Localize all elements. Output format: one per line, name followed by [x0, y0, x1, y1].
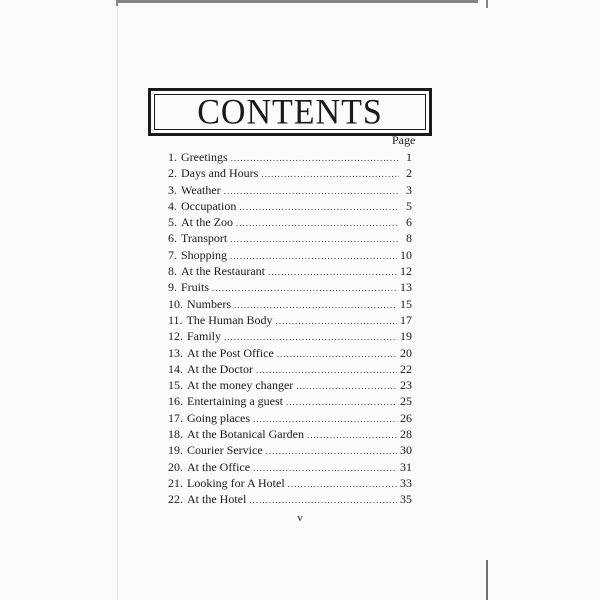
toc-entry — [168, 378, 412, 394]
toc-entry — [168, 492, 412, 508]
toc-dot-leader — [224, 186, 399, 196]
toc-entry-page: 12 — [400, 264, 412, 279]
toc-entry-number: 6. — [168, 231, 177, 246]
toc-entry-page: 26 — [400, 410, 412, 425]
toc-dot-leader — [277, 349, 397, 359]
toc-entry-number: 17. — [168, 410, 183, 425]
toc-entry — [168, 150, 412, 166]
toc-dot-leader — [286, 397, 397, 407]
toc-entry — [168, 460, 412, 476]
toc-entry-title: Fruits — [181, 280, 210, 295]
toc-dot-leader — [276, 316, 397, 326]
page-gutter-shadow — [117, 0, 118, 600]
toc-entry-title: At the Hotel — [187, 492, 247, 507]
toc-entry-title: The Human Body — [186, 312, 273, 327]
toc-entry-title: Occupation — [181, 198, 237, 213]
toc-entry — [168, 199, 412, 215]
toc-dot-leader — [296, 381, 397, 391]
toc-entry — [168, 362, 412, 378]
title-frame-inner — [154, 94, 426, 130]
toc-entry-number: 20. — [168, 459, 183, 474]
toc-entry-title: Numbers — [187, 296, 231, 311]
toc-dot-leader — [266, 446, 397, 456]
toc-entry-number: 15. — [168, 378, 183, 393]
title-frame — [148, 88, 432, 136]
toc-dot-leader — [256, 365, 397, 375]
toc-entry-number: 16. — [168, 394, 183, 409]
toc-dot-leader — [239, 202, 399, 212]
toc-dot-leader — [230, 234, 399, 244]
toc-entry-title: At the Zoo — [181, 215, 233, 230]
toc-entry-number: 10. — [168, 296, 183, 311]
toc-entry-page: 28 — [400, 427, 412, 442]
toc-dot-leader — [261, 169, 399, 179]
toc-entry — [168, 346, 412, 362]
page-column-heading: Page — [392, 133, 416, 147]
toc-entry — [168, 427, 412, 443]
toc-entry-page: 31 — [400, 459, 412, 474]
toc-entry-page: 13 — [400, 280, 412, 295]
toc-dot-leader — [236, 218, 399, 228]
toc-entry — [168, 411, 412, 427]
toc-dot-leader — [230, 251, 397, 261]
toc-entry — [168, 476, 412, 492]
toc-entry-page: 2 — [406, 166, 412, 181]
toc-entry-page: 25 — [400, 394, 412, 409]
toc-entry-number: 21. — [168, 475, 183, 490]
toc-entry-number: 9. — [168, 280, 177, 295]
toc-dot-leader — [288, 479, 397, 489]
toc-entry-title: Going places — [187, 410, 250, 425]
toc-entry-page: 10 — [400, 247, 412, 262]
table-of-contents — [168, 150, 412, 509]
toc-entry-number: 22. — [168, 492, 183, 507]
toc-entry-number: 4. — [168, 198, 177, 213]
toc-entry-title: At the Botanical Garden — [187, 427, 304, 442]
page-title: CONTENTS — [197, 93, 383, 132]
toc-dot-leader — [234, 300, 397, 310]
toc-entry-number: 13. — [168, 345, 183, 360]
toc-entry-number: 11. — [168, 312, 183, 327]
toc-entry-title: Weather — [181, 182, 221, 197]
toc-entry-page: 6 — [406, 215, 412, 230]
toc-entry-page: 22 — [400, 361, 412, 376]
toc-entry-number: 5. — [168, 215, 177, 230]
toc-entry-title: At the Office — [187, 459, 251, 474]
toc-entry-number: 19. — [168, 443, 183, 458]
toc-entry-number: 8. — [168, 264, 177, 279]
toc-dot-leader — [307, 430, 397, 440]
toc-entry-page: 33 — [400, 475, 412, 490]
toc-entry-page: 8 — [406, 231, 412, 246]
toc-dot-leader — [268, 267, 397, 277]
toc-entry-page: 15 — [400, 296, 412, 311]
toc-entry — [168, 329, 412, 345]
toc-dot-leader — [212, 283, 397, 293]
toc-entry-title: Entertaining a guest — [187, 394, 283, 409]
toc-dot-leader — [231, 153, 399, 163]
toc-dot-leader — [224, 332, 397, 342]
toc-entry-page: 5 — [406, 198, 412, 213]
footer-page-number: v — [297, 512, 303, 524]
toc-entry-title: Transport — [181, 231, 228, 246]
toc-entry — [168, 231, 412, 247]
toc-entry-title: At the money changer — [187, 378, 294, 393]
toc-entry — [168, 297, 412, 313]
scan-edge-right — [486, 560, 488, 600]
toc-entry-page: 23 — [400, 378, 412, 393]
toc-entry — [168, 280, 412, 296]
scan-edge-right-top — [486, 0, 488, 8]
toc-entry-number: 2. — [168, 166, 177, 181]
scan-edge-top — [118, 0, 478, 3]
toc-entry-page: 35 — [400, 492, 412, 507]
toc-entry-number: 12. — [168, 329, 183, 344]
toc-entry-number: 3. — [168, 182, 177, 197]
toc-entry-number: 1. — [168, 150, 177, 164]
toc-entry-number: 14. — [168, 361, 183, 376]
toc-entry-title: At the Doctor — [187, 361, 253, 376]
toc-entry — [168, 264, 412, 280]
toc-dot-leader — [253, 463, 397, 473]
toc-entry — [168, 215, 412, 231]
toc-entry-title: Courier Service — [187, 443, 263, 458]
toc-entry — [168, 313, 412, 329]
toc-entry-page: 3 — [406, 182, 412, 197]
toc-entry-number: 7. — [168, 247, 177, 262]
toc-entry-title: Shopping — [181, 247, 228, 262]
toc-entry-title: Looking for A Hotel — [187, 475, 285, 490]
toc-entry-title: Greetings — [181, 150, 228, 164]
toc-entry-title: Days and Hours — [181, 166, 259, 181]
toc-dot-leader — [253, 414, 397, 424]
toc-entry — [168, 394, 412, 410]
toc-entry-page: 19 — [400, 329, 412, 344]
toc-entry-page: 20 — [400, 345, 412, 360]
toc-entry-title: At the Post Office — [187, 345, 274, 360]
toc-entry-page: 1 — [406, 150, 412, 164]
toc-entry-title: Family — [187, 329, 222, 344]
toc-dot-leader — [249, 495, 397, 505]
toc-entry-page: 17 — [400, 312, 412, 327]
toc-entry — [168, 183, 412, 199]
toc-entry-page: 30 — [400, 443, 412, 458]
toc-entry — [168, 248, 412, 264]
toc-entry — [168, 166, 412, 182]
toc-entry-number: 18. — [168, 427, 183, 442]
toc-entry — [168, 443, 412, 459]
toc-entry-title: At the Restaurant — [181, 264, 265, 279]
